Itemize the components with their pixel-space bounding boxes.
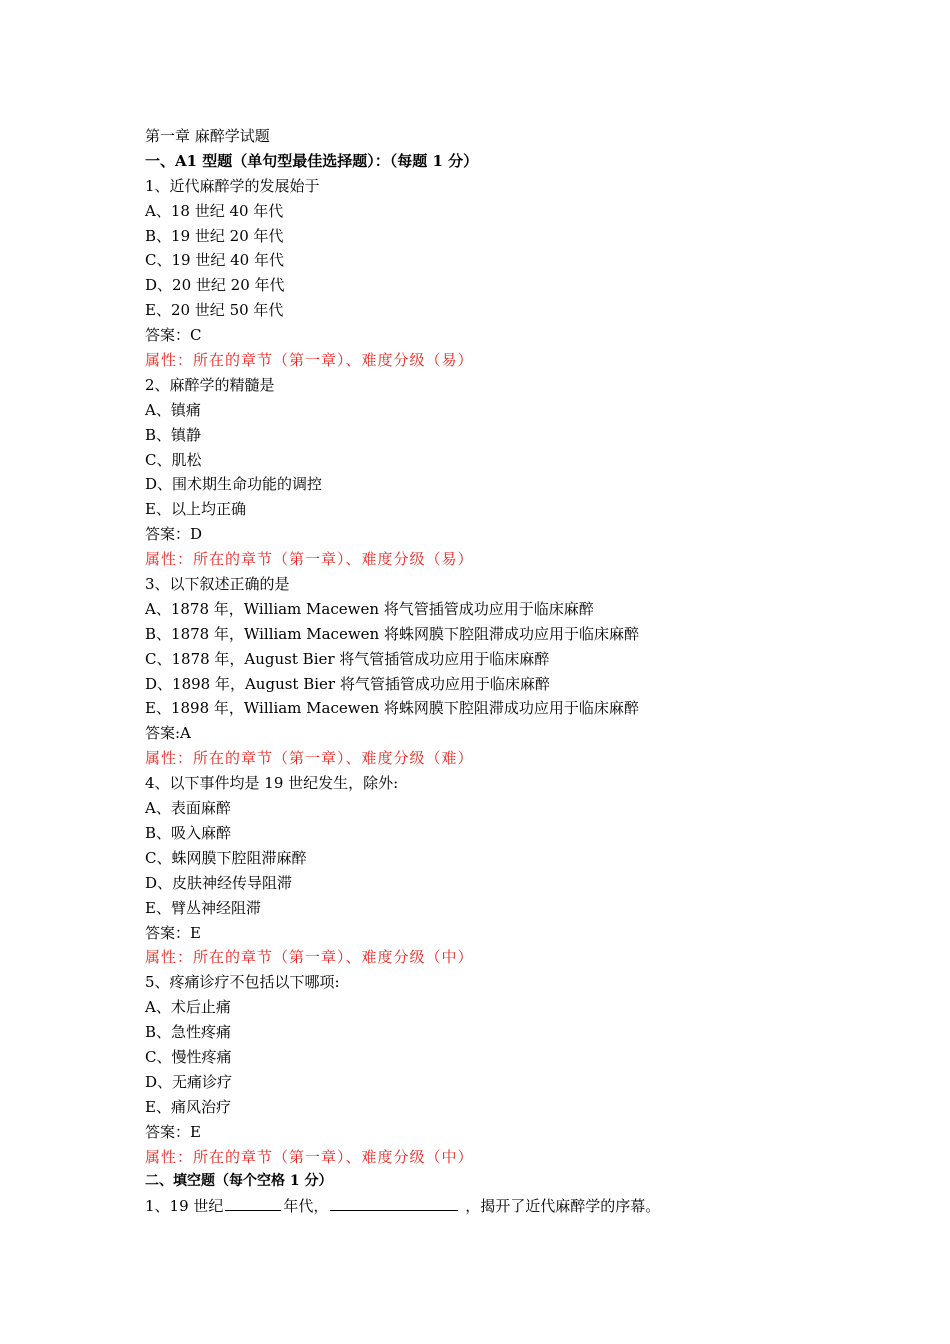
question-option: C、19 世纪 40 年代 (145, 251, 284, 270)
question-option: B、1878 年，William Macewen 将蛛网膜下腔阻滞成功应用于临床麻醉 (145, 624, 639, 643)
section2-title: 二、填空题（每个空格 1 分） (145, 1173, 333, 1190)
question-option: D、1898 年，August Bier 将气管插管成功应用于临床麻醉 (145, 674, 550, 693)
fill-suffix: ，揭开了近代麻醉学的序幕。 (465, 1197, 661, 1216)
question-answer: 答案：E (145, 923, 201, 942)
fill-question (145, 1194, 845, 1219)
question-option: D、20 世纪 20 年代 (145, 276, 285, 295)
question-option: B、吸入麻醉 (145, 823, 232, 842)
question-option: E、以上均正确 (145, 500, 246, 519)
question-option: D、围术期生命功能的调控 (145, 475, 323, 494)
question-block (145, 373, 845, 572)
question-attribute: 属性：所在的章节（第一章）、难度分级（中） (145, 948, 474, 967)
question-option: D、皮肤神经传导阻滞 (145, 873, 293, 892)
question-list (145, 174, 845, 1170)
question-answer: 答案：C (145, 326, 202, 345)
question-option: C、1878 年，August Bier 将气管插管成功应用于临床麻醉 (145, 649, 550, 668)
chapter-title: 第一章 麻醉学试题 (145, 127, 270, 145)
question-option: E、臂丛神经阻滞 (145, 898, 261, 917)
question-option: B、急性疼痛 (145, 1023, 232, 1042)
question-answer: 答案：E (145, 1122, 201, 1141)
question-block (145, 771, 845, 970)
question-answer: 答案:A (145, 724, 191, 743)
question-option: C、蛛网膜下腔阻滞麻醉 (145, 848, 307, 867)
question-stem: 1、近代麻醉学的发展始于 (145, 176, 320, 195)
question-option: A、1878 年，William Macewen 将气管插管成功应用于临床麻醉 (145, 599, 594, 618)
question-option: A、表面麻醉 (145, 799, 231, 818)
fill-blank-2 (330, 1194, 458, 1211)
fill-middle: 年代， (283, 1197, 329, 1216)
question-attribute: 属性：所在的章节（第一章）、难度分级（难） (145, 749, 474, 768)
question-option: A、镇痛 (145, 400, 201, 419)
question-option: E、痛风治疗 (145, 1097, 231, 1116)
question-answer: 答案：D (145, 525, 203, 544)
question-stem: 4、以下事件均是 19 世纪发生，除外: (145, 774, 399, 793)
question-stem: 2、麻醉学的精髓是 (145, 375, 275, 394)
question-option: A、术后止痛 (145, 998, 231, 1017)
question-block (145, 970, 845, 1169)
question-option: E、20 世纪 50 年代 (145, 301, 284, 320)
question-attribute: 属性：所在的章节（第一章）、难度分级（中） (145, 1147, 474, 1166)
question-attribute: 属性：所在的章节（第一章）、难度分级（易） (145, 550, 474, 569)
fill-blank-1 (225, 1194, 281, 1211)
question-option: D、无痛诊疗 (145, 1072, 233, 1091)
document-page (145, 124, 845, 1219)
question-option: C、慢性疼痛 (145, 1047, 232, 1066)
question-attribute: 属性：所在的章节（第一章）、难度分级（易） (145, 351, 474, 370)
question-option: C、肌松 (145, 450, 202, 469)
question-stem: 5、疼痛诊疗不包括以下哪项: (145, 973, 340, 992)
question-option: B、19 世纪 20 年代 (145, 226, 284, 245)
question-option: A、18 世纪 40 年代 (145, 201, 284, 220)
question-stem: 3、以下叙述正确的是 (145, 575, 290, 594)
section1-title: 一、A1 型题（单句型最佳选择题）：（每题 1 分） (145, 151, 479, 170)
question-option: E、1898 年，William Macewen 将蛛网膜下腔阻滞成功应用于临床麻醉 (145, 699, 639, 718)
fill-prefix: 1、19 世纪 (145, 1197, 224, 1216)
question-option: B、镇静 (145, 425, 202, 444)
question-block (145, 174, 845, 373)
question-block (145, 572, 845, 771)
